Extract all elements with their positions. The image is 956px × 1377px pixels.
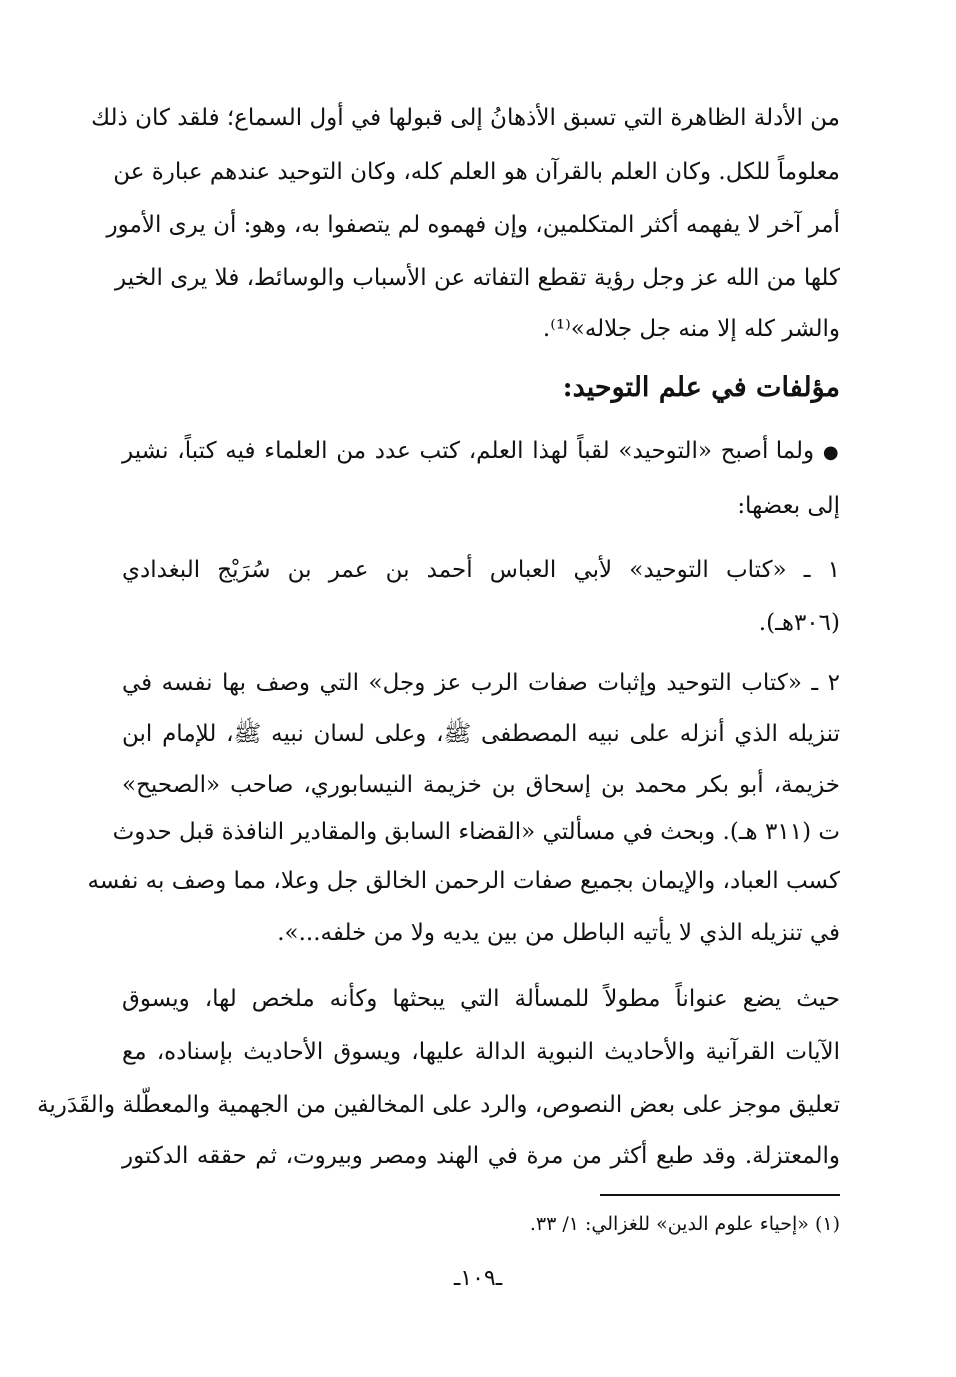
intro-text: ولما أصبح «التوحيد» لقباً لهذا العلم، كتب عدد من العلماء فيه كتباً، نشير <box>122 438 815 464</box>
paragraph-line: كلها من الله عز وجل رؤية تقطع التفاته عن الأسباب والوسائط، فلا يرى الخير <box>115 265 840 291</box>
list-item-line: ٢ ـ «كتاب التوحيد وإثبات صفات الرب عز وجل» التي وصف بها نفسه في <box>122 670 840 696</box>
paragraph-line: والمعتزلة. وقد طبع أكثر من مرة في الهند ومصر وبيروت، ثم حققه الدكتور <box>122 1143 840 1169</box>
paragraph-line: حيث يضع عنواناً مطولاً للمسألة التي يبحثها وكأنه ملخص لها، ويسوق <box>122 986 840 1012</box>
intro-line <box>122 436 840 468</box>
footnote-separator <box>600 1194 840 1196</box>
list-item-line: ت (٣١١ هـ). وبحث في مسألتي «القضاء السابق والمقادير النافذة قبل حدوث <box>112 819 840 845</box>
paragraph-line: أمر آخر لا يفهمه أكثر المتكلمين، وإن فهموه لم يتصفوا به، وهو: أن يرى الأمور <box>106 212 840 238</box>
intro-line: إلى بعضها: <box>737 493 840 519</box>
bullet-icon: ● <box>822 442 840 463</box>
footnote: (١) «إحياء علوم الدين» للغزالي: ١/ ٣٣. <box>529 1213 840 1235</box>
paragraph-line: من الأدلة الظاهرة التي تسبق الأذهانُ إلى قبولها في أول السماع؛ فلقد كان ذلك <box>91 105 840 131</box>
list-item-line: خزيمة، أبو بكر محمد بن إسحاق بن خزيمة النيسابوري، صاحب «الصحيح» <box>122 772 840 798</box>
paragraph-line: تعليق موجز على بعض النصوص، والرد على المخالفين من الجهمية والمعطّلة والقَدَرية <box>37 1092 840 1118</box>
list-item-line: في تنزيله الذي لا يأتيه الباطل من بين يديه ولا من خلفه...». <box>277 920 840 946</box>
paragraph-line: والشر كله إلا منه جل جلاله»⁽¹⁾. <box>542 316 840 342</box>
paragraph-line: الآيات القرآنية والأحاديث النبوية الدالة عليها، ويسوق الأحاديث بإسناده، مع <box>122 1039 840 1065</box>
list-item-line: ١ ـ «كتاب التوحيد» لأبي العباس أحمد بن عمر بن سُرَيْج البغدادي <box>122 557 840 583</box>
list-item-line: تنزيله الذي أنزله على نبيه المصطفى ﷺ، وعلى لسان نبيه ﷺ، للإمام ابن <box>122 721 840 747</box>
list-item-line: (٣٠٦هـ). <box>758 610 840 636</box>
list-item-line: كسب العباد، والإيمان بجميع صفات الرحمن الخالق جل وعلا، مما وصف به نفسه <box>87 868 840 894</box>
page-number: ـ١٠٩ـ <box>453 1266 503 1291</box>
paragraph-line: معلوماً للكل. وكان العلم بالقرآن هو العلم كله، وكان التوحيد عندهم عبارة عن <box>113 159 840 185</box>
section-heading: مؤلفات في علم التوحيد: <box>562 372 840 403</box>
